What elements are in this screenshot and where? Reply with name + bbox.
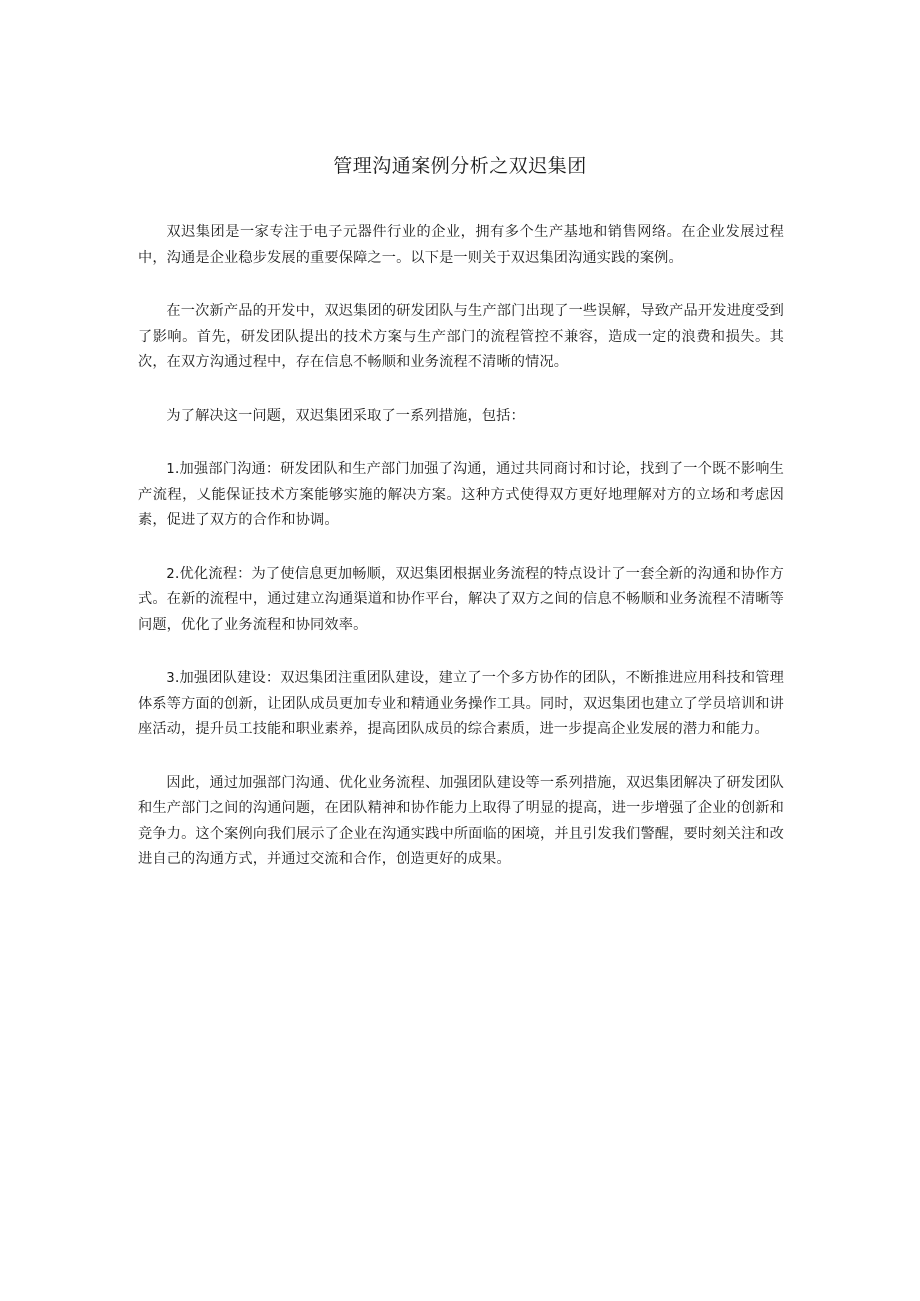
paragraph-text: .加强团队建设：双迟集团注重团队建设，建立了一个多方协作的团队，不断推进应用科技和管理体系等方面的创新，让团队成员更加专业和精通业务操作工具。同时，双迟集团也建立了学员培训和讲座活动，提升员工技能和职业素养，提高团队成员的综合素质，进一步提高企业发展的潜力和能力。 [138,670,784,737]
paragraph-measures-intro [138,404,784,430]
paragraph-conclusion [138,771,784,873]
paragraph-text: 在一次新产品的开发中，双迟集团的研发团队与生产部门出现了一些误解，导致产品开发进度受到了影响。首先，研发团队提出的技术方案与生产部门的流程管控不兼容，造成一定的浪费和损失。其次，在双方沟通过程中，存在信息不畅顺和业务流程不清晰的情况。 [138,303,784,370]
paragraph-intro [138,220,784,271]
list-number: 1 [166,462,175,477]
document-title: 管理沟通案例分析之双迟集团 [333,155,587,177]
paragraph-problem [138,299,784,376]
paragraph-measure-1 [138,457,784,534]
list-number: 3 [166,671,175,686]
paragraph-measure-2 [138,562,784,639]
paragraph-text: 因此，通过加强部门沟通、优化业务流程、加强团队建设等一系列措施，双迟集团解决了研发团队和生产部门之间的沟通问题，在团队精神和协作能力上取得了明显的提高，进一步增强了企业的创新和竞争力。这个案例向我们展示了企业在沟通实践中所面临的困境，并且引发我们警醒，要时刻关注和改进自己的沟通方式，并通过交流和合作，创造更好的成果。 [138,774,784,867]
paragraph-text: .优化流程：为了使信息更加畅顺，双迟集团根据业务流程的特点设计了一套全新的沟通和协作方式。在新的流程中，通过建立沟通渠道和协作平台，解决了双方之间的信息不畅顺和业务流程不清晰等问题，优化了业务流程和协同效率。 [138,565,784,633]
paragraph-measure-3 [138,666,784,743]
paragraph-text: 双迟集团是一家专注于电子元器件行业的企业，拥有多个生产基地和销售网络。在企业发展过程中，沟通是企业稳步发展的重要保障之一。以下是一则关于双迟集团沟通实践的案例。 [138,224,784,266]
paragraph-text: 为了解决这一问题，双迟集团采取了一系列措施，包括： [166,407,525,424]
paragraph-text: .加强部门沟通：研发团队和生产部门加强了沟通，通过共同商讨和讨论，找到了一个既不影响生产流程，乂能保证技术方案能够实施的解决方案。这种方式使得双方更好地理解对方的立场和考虑因素，促进了双方的合作和协调。 [138,461,784,528]
document-body [138,220,784,901]
list-number: 2 [166,566,175,582]
